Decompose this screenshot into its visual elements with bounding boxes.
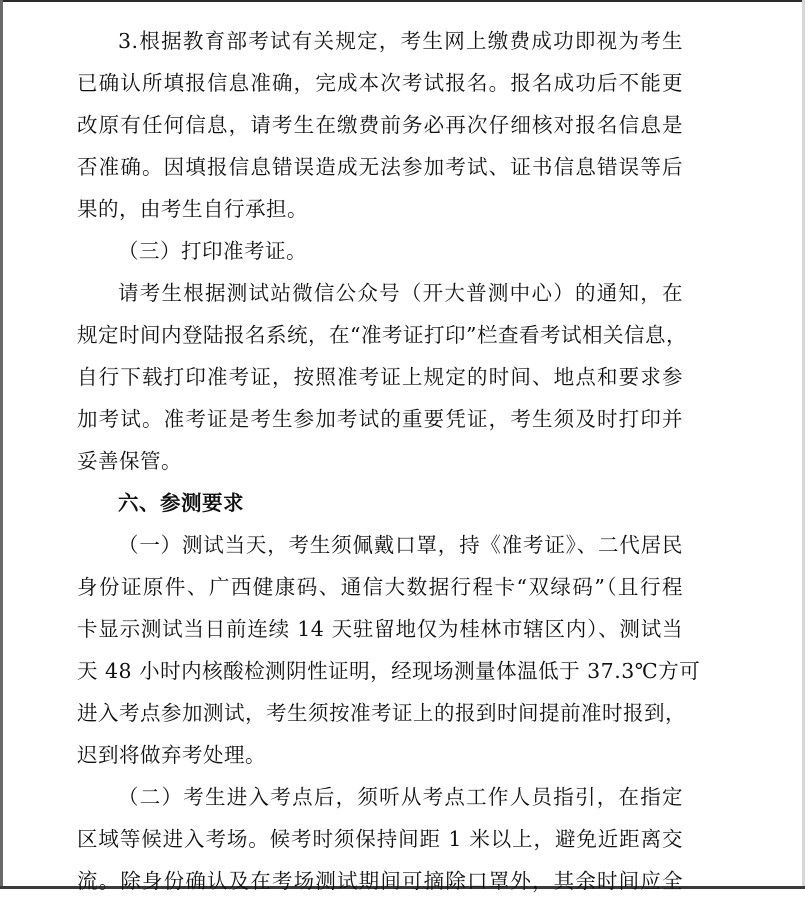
paragraph-line: 妥善保管。 <box>77 449 182 473</box>
paragraph-line: 卡显示测试当日前连续 14 天驻留地仅为桂林市辖区内）、测试当 <box>77 617 683 641</box>
paragraph-line: 自行下载打印准考证，按照准考证上规定的时间、地点和要求参 <box>77 365 683 389</box>
paragraph-line: 区域等候进入考场。候考时须保持间距 1 米以上，避免近距离交 <box>77 827 683 851</box>
paragraph-line: 天 48 小时内核酸检测阴性证明，经现场测量体温低于 37.3℃方可 <box>77 659 701 683</box>
paragraph-line: 规定时间内登陆报名系统，在“准考证打印”栏查看考试相关信息， <box>77 323 687 347</box>
paragraph-line: 已确认所填报信息准确，完成本次考试报名。报名成功后不能更 <box>77 71 683 95</box>
paragraph-line: 3.根据教育部考试有关规定，考生网上缴费成功即视为考生 <box>118 29 683 53</box>
document-body <box>77 20 701 902</box>
paragraph-line: 果的，由考生自行承担。 <box>77 197 308 221</box>
paragraph-line: 身份证原件、广西健康码、通信大数据行程卡“双绿码”（且行程 <box>77 575 683 599</box>
paragraph-line: 请考生根据测试站微信公众号（开大普测中心）的通知，在 <box>118 281 683 305</box>
paragraph-line: 迟到将做弃考处理。 <box>77 743 266 767</box>
section-subheading: （三）打印准考证。 <box>118 239 307 263</box>
page-left-edge <box>0 0 3 889</box>
page-top-edge <box>0 0 805 2</box>
paragraph-line: 流。除身份确认及在考场测试期间可摘除口罩外，其余时间应全 <box>77 869 683 893</box>
paragraph-line: 加考试。准考证是考生参加考试的重要凭证，考生须及时打印并 <box>77 407 683 431</box>
section-heading: 六、参测要求 <box>118 491 244 515</box>
paragraph-line: （二）考生进入考点后，须听从考点工作人员指引，在指定 <box>118 785 683 809</box>
paragraph-line: 否准确。因填报信息错误造成无法参加考试、证书信息错误等后 <box>77 155 683 179</box>
paragraph-line: 进入考点参加测试，考生须按准考证上的报到时间提前准时报到， <box>77 701 686 725</box>
paragraph-line: 改原有任何信息，请考生在缴费前务必再次仔细核对报名信息是 <box>77 113 683 137</box>
paragraph-line: （一）测试当天，考生须佩戴口罩，持《准考证》、二代居民 <box>118 533 683 557</box>
